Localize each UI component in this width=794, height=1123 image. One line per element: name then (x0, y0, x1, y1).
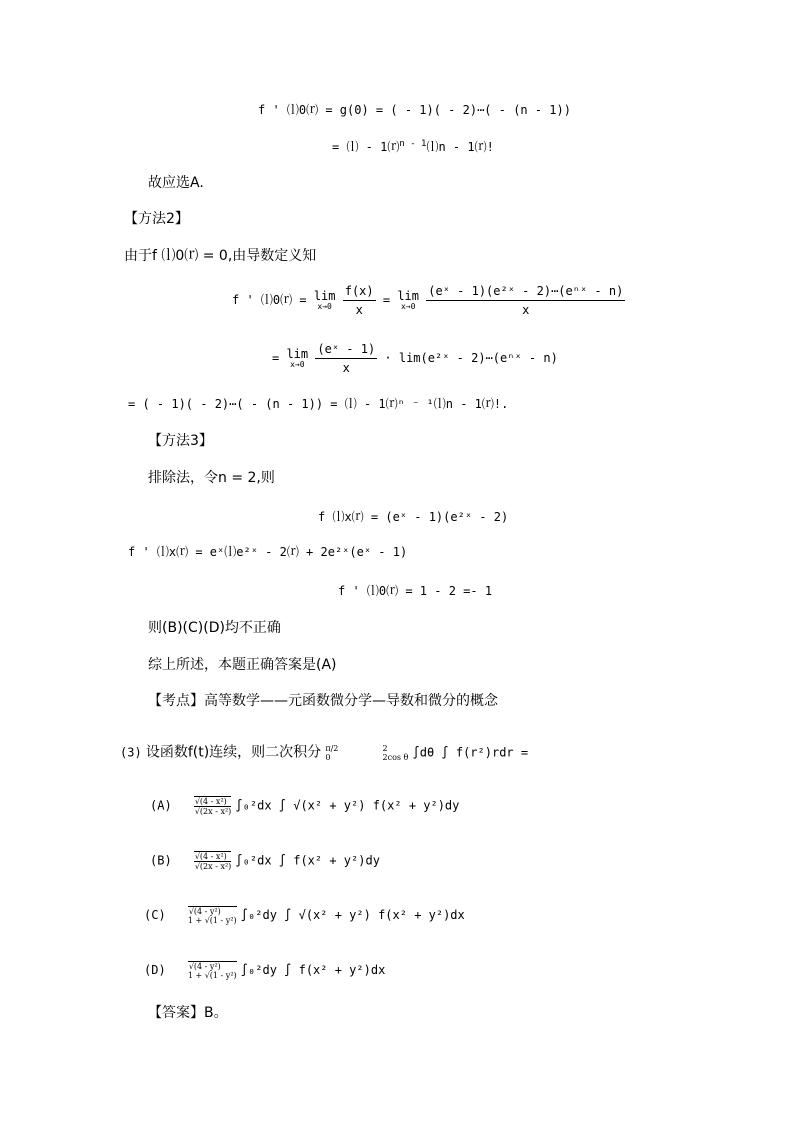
method2-equation-3: = ( - 1)( - 2)⋯( - (n - 1)) = ⒧ - 1⒭ⁿ ⁻ ¹⒧n - 1⒭!. (128, 397, 509, 411)
answer-text: B。 (204, 1005, 228, 1021)
inner-integral-limits: 2 2cos θ (382, 744, 409, 762)
question-stem: 设函数f(t)连续，则二次积分 (145, 744, 322, 761)
method1-eq2-post: ⒧n - 1⒭! (426, 140, 494, 154)
method1-equation-2 (332, 141, 494, 153)
question-number: (3) (120, 745, 142, 760)
method2-equation-1: f ' ⒧0⒭ = lim x→0 $\frac{f(x)}{x}$ = lim x→0 $\frac{\text{(eˣ - 1)(e²ˣ - 2)⋯(eⁿˣ - n)}}{x}$ (232, 284, 624, 317)
option-expression: ∫₀²dx ∫ f(x² + y²)dy (235, 853, 380, 868)
eq1-lhs: f ' ⒧0⒭ = (232, 293, 307, 307)
limit-operator: lim x→0 (397, 289, 420, 311)
option-limits: $\frac{\text{√(4 - x²)}}{\text{√(2x - x²)}}$ (194, 852, 232, 871)
question-integral: ∫dθ ∫ f(r²)rdr = (412, 745, 529, 760)
method3-exclusion: 则(B)(C)(D)均不正确 (148, 620, 281, 636)
option-label: (D) (144, 963, 166, 977)
topic-text: 高等数学——元函数微分学—导数和微分的概念 (204, 693, 498, 709)
method3-heading: 【方法3】 (148, 433, 213, 449)
question-3 (120, 744, 528, 762)
option-d (144, 961, 385, 980)
option-expression: ∫₀²dy ∫ √(x² + y²) f(x² + y²)dx (240, 908, 465, 922)
method1-equation-1: f ' ⒧0⒭ = g(0) = ( - 1)( - 2)⋯( - (n - 1)) (258, 103, 571, 117)
option-label: (C) (144, 908, 166, 922)
limit-operator: lim x→0 (286, 347, 309, 369)
method3-equation-2: f ' ⒧x⒭ = eˣ⒧e²ˣ - 2⒭ + 2e²ˣ(eˣ - 1) (128, 545, 408, 559)
method1-conclusion: 故应选A. (148, 175, 204, 191)
answer-line (148, 1006, 228, 1020)
option-label: (A) (150, 798, 172, 813)
method3-summary: 综上所述，本题正确答案是(A) (148, 657, 337, 673)
eq2-tail: · lim(e²ˣ - 2)⋯(eⁿˣ - n) (384, 351, 558, 365)
option-limits: $\frac{\text{√(4 - x²)}}{\text{√(2x - x²)}}$ (194, 797, 232, 816)
fraction-ex-minus-1-over-x: $\frac{\text{(eˣ - 1)}}{x}$ (317, 342, 376, 375)
method3-intro: 排除法，令n = 2,则 (148, 470, 275, 486)
fraction-product-over-x: $\frac{\text{(eˣ - 1)(e²ˣ - 2)⋯(eⁿˣ - n)}}{x}$ (428, 284, 624, 317)
option-a (150, 796, 459, 816)
method1-eq2-pre: = ⒧ - 1⒭ (332, 140, 400, 154)
topic-label: 【考点】 (148, 693, 204, 709)
method3-equation-3: f ' ⒧0⒭ = 1 - 2 =- 1 (338, 584, 493, 598)
option-expression: ∫₀²dx ∫ √(x² + y²) f(x² + y²)dy (235, 798, 460, 813)
option-b (150, 851, 380, 871)
outer-integral-limits: π/2 0 (325, 744, 339, 762)
option-c (144, 906, 465, 925)
topic-line (148, 694, 498, 708)
limit-operator: lim x→0 (313, 289, 336, 311)
method2-intro: 由于f ⒧0⒭ = 0,由导数定义知 (124, 248, 317, 264)
option-limits: √(4 - y²) 1 + √(1 - y²) (187, 907, 237, 925)
option-expression: ∫₀²dy ∫ f(x² + y²)dx (240, 963, 386, 977)
fraction-fx-over-x: $\frac{f(x)}{x}$ (344, 284, 374, 317)
method3-equation-1: f ⒧x⒭ = (eˣ - 1)(e²ˣ - 2) (318, 510, 509, 524)
method2-equation-2: = lim x→0 $\frac{\text{(eˣ - 1)}}{x}$ · lim(e²ˣ - 2)⋯(eⁿˣ - n) (272, 342, 558, 375)
answer-label: 【答案】 (148, 1005, 204, 1021)
option-limits: √(4 - y²) 1 + √(1 - y²) (187, 962, 237, 980)
method1-eq2-sup: n - 1 (399, 139, 427, 149)
method2-heading: 【方法2】 (124, 211, 189, 227)
option-label: (B) (150, 853, 172, 868)
